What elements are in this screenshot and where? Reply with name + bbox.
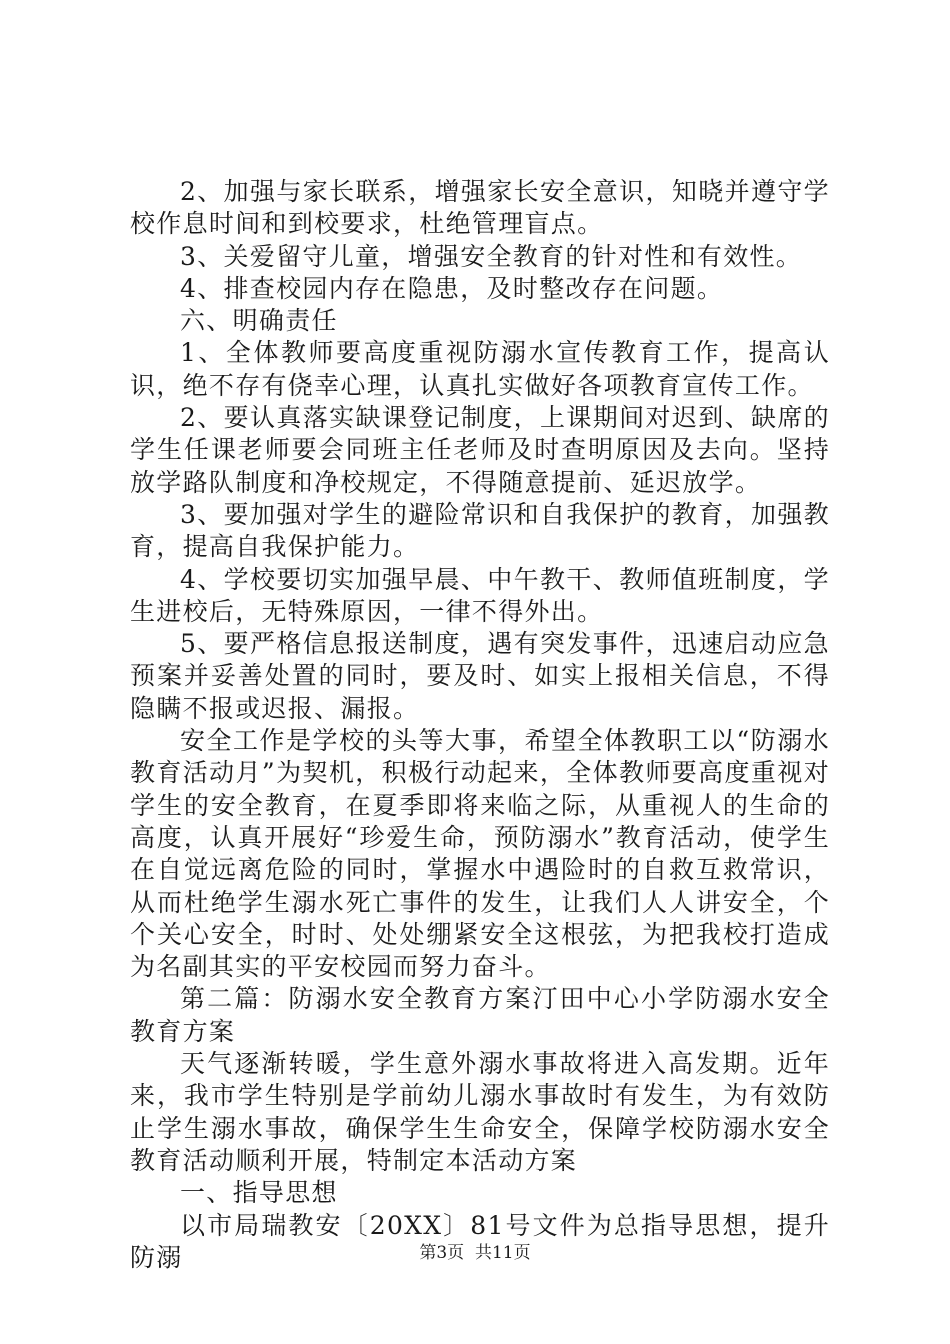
paragraph: 5、要严格信息报送制度，遇有突发事件，迅速启动应急预案并妥善处置的同时，要及时、如实上报相关信息，不得隐瞒不报或迟报、漏报。 <box>130 629 830 723</box>
document-body <box>130 176 830 1274</box>
paragraph: 1、全体教师要高度重视防溺水宣传教育工作，提高认识，绝不存有侥幸心理，认真扎实做好各项教育宣传工作。 <box>130 338 830 400</box>
paragraph: 4、排查校园内存在隐患，及时整改存在问题。 <box>180 273 724 303</box>
paragraph: 安全工作是学校的头等大事，希望全体教职工以“防溺水教育活动月”为契机，积极行动起来，全体教师要高度重视对学生的安全教育，在夏季即将来临之际，从重视人的生命的高度，认真开展好“珍爱生命，预防溺水”教育活动，使学生在自觉远离危险的同时，掌握水中遇险时的自救互救常识，从而杜绝学生溺水死亡事件的发生，让我们人人讲安全，个个关心安全，时时、处处绷紧安全这根弦，为把我校打造成为名副其实的平安校园而努力奋斗。 <box>130 726 830 982</box>
paragraph: 天气逐渐转暖，学生意外溺水事故将进入高发期。近年来，我市学生特别是学前幼儿溺水事故时有发生，为有效防止学生溺水事故，确保学生生命安全，保障学校防溺水安全教育活动顺利开展，特制定本活动方案 <box>130 1049 830 1175</box>
paragraph: 4、学校要切实加强早晨、中午教干、教师值班制度，学生进校后，无特殊原因，一律不得外出。 <box>130 564 830 626</box>
page-number-label: 第3页 共11页 <box>419 1243 531 1263</box>
chapter-heading: 第二篇：防溺水安全教育方案汀田中心小学防溺水安全教育方案 <box>130 984 830 1046</box>
page-footer <box>0 1242 950 1264</box>
section-heading: 六、明确责任 <box>180 306 338 336</box>
section-heading: 一、指导思想 <box>180 1178 338 1208</box>
paragraph: 2、加强与家长联系，增强家长安全意识，知晓并遵守学校作息时间和到校要求，杜绝管理盲点。 <box>130 177 830 239</box>
paragraph: 以市局瑞教安〔20XX〕81号文件为总指导思想，提升防溺 <box>130 1210 830 1272</box>
paragraph: 2、要认真落实缺课登记制度，上课期间对迟到、缺席的学生任课老师要会同班主任老师及时查明原因及去向。坚持放学路队制度和净校规定，不得随意提前、延迟放学。 <box>130 403 830 497</box>
paragraph: 3、要加强对学生的避险常识和自我保护的教育，加强教育，提高自我保护能力。 <box>130 499 830 562</box>
paragraph: 3、关爱留守儿童，增强安全教育的针对性和有效性。 <box>180 241 803 271</box>
